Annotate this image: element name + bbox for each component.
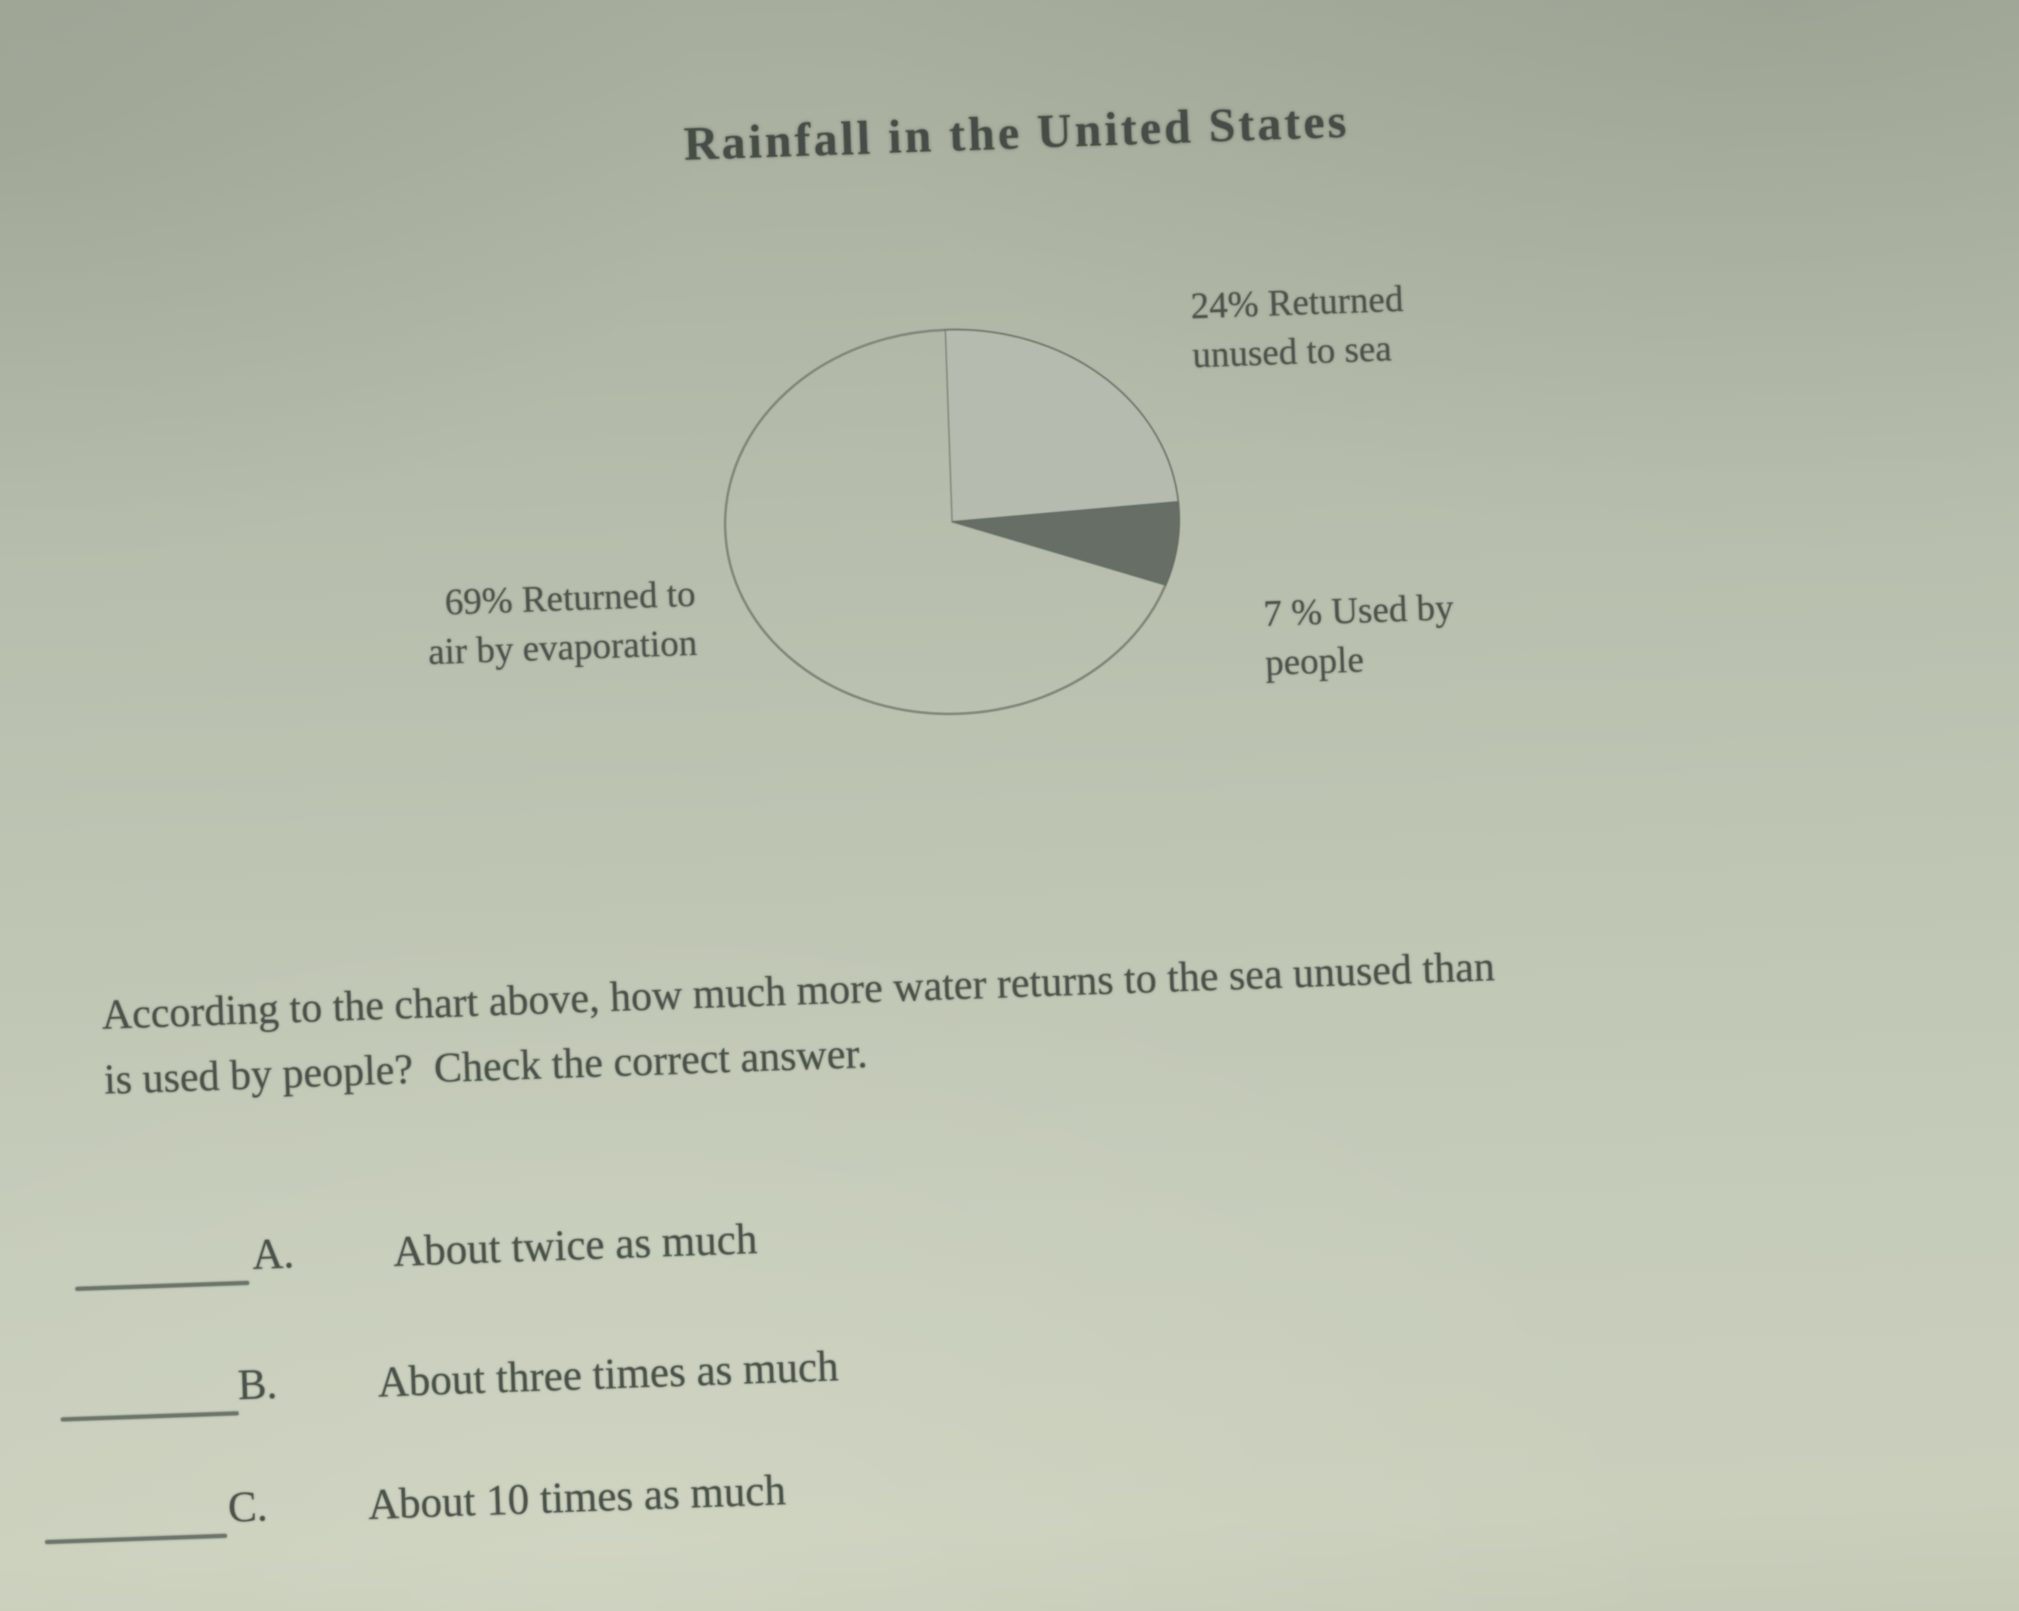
answer-blank-c[interactable]: [45, 1534, 227, 1544]
pie-label-used-by-people: [1263, 584, 1456, 688]
answer-blank-a[interactable]: [75, 1281, 249, 1291]
pie-label-line: 69% Returned to: [444, 573, 697, 624]
answer-blank-b[interactable]: [61, 1411, 239, 1421]
option-letter-a: A.: [251, 1230, 295, 1279]
option-text-c: About 10 times as much: [367, 1467, 787, 1529]
pie-label-line: air by evaporation: [427, 622, 698, 674]
pie-label-returned-unused-to-sea: [1190, 276, 1406, 381]
pie-label-line: people: [1264, 639, 1365, 684]
question-line: is used by people? Check the correct answer.: [103, 1031, 869, 1104]
question-text: [101, 935, 1498, 1114]
answer-option-b: [19, 1320, 1421, 1439]
pie-label-line: 7 % Used by: [1262, 587, 1455, 636]
answer-option-a: [15, 1190, 1417, 1309]
pie-label-line: 24% Returned: [1189, 278, 1404, 328]
option-letter-b: B.: [236, 1360, 279, 1410]
option-text-b: About three times as much: [376, 1343, 840, 1407]
answer-option-c: [23, 1442, 1425, 1561]
pie-label-returned-to-air: [265, 571, 698, 684]
option-letter-c: C.: [227, 1483, 269, 1532]
page-title: Rainfall in the United States: [682, 94, 1351, 171]
pie-chart: [715, 319, 1188, 725]
pie-label-line: unused to sea: [1191, 328, 1393, 377]
pie-chart-svg: [715, 319, 1188, 725]
question-line: According to the chart above, how much more water returns to the sea unused than: [100, 944, 1496, 1039]
option-text-a: About twice as much: [392, 1216, 759, 1276]
pie-slice-0: [945, 322, 1178, 522]
